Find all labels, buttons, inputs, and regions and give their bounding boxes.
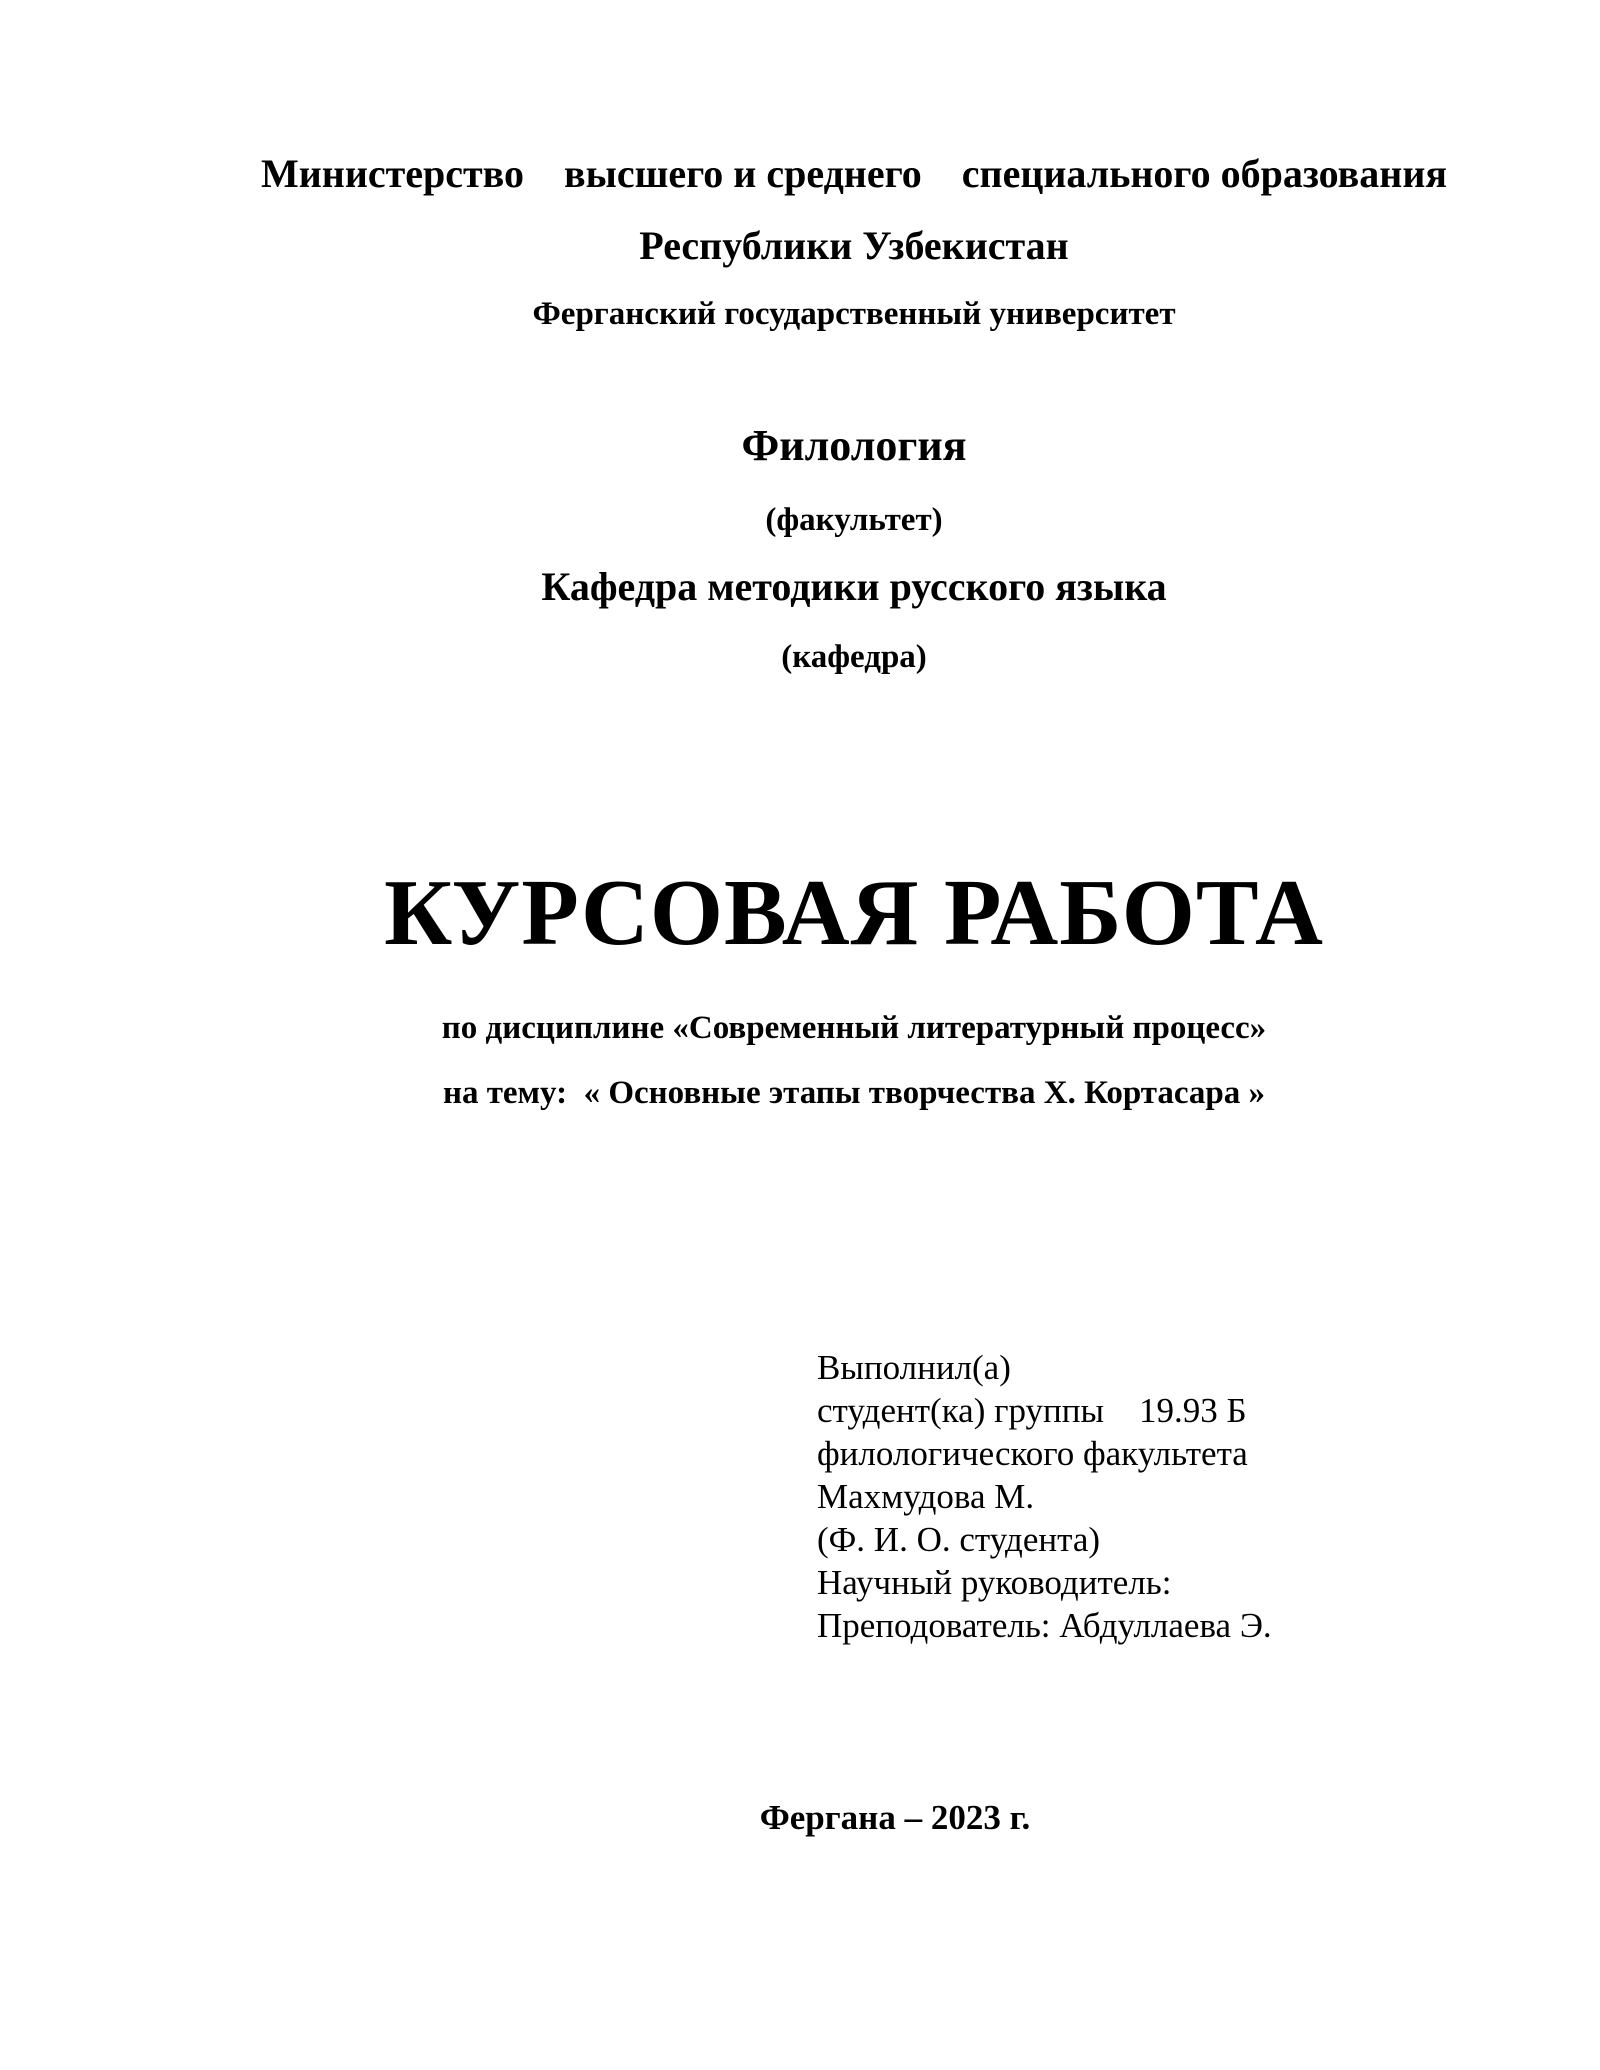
author-block xyxy=(817,1346,1272,1647)
supervisor-label: Научный руководитель: xyxy=(817,1563,1172,1602)
student-faculty: филологического факультета xyxy=(817,1434,1248,1473)
student-name-caption: (Ф. И. О. студента) xyxy=(817,1520,1101,1559)
department-caption: (кафедра) xyxy=(781,639,927,675)
department-name: Кафедра методики русского языка xyxy=(541,564,1167,609)
topic-line: на тему: « Основные этапы творчества Х. Кортасара » xyxy=(442,1075,1266,1111)
discipline-line: по дисциплине «Современный литературный процесс» xyxy=(441,1010,1267,1046)
republic-heading: Республики Узбекистан xyxy=(639,223,1069,268)
document-title: КУРСОВАЯ РАБОТА xyxy=(384,861,1324,965)
student-name: Махмудова М. xyxy=(817,1477,1035,1516)
city-year: Фергана – 2023 г. xyxy=(759,1798,1031,1837)
university-heading: Ферганский государственный университет xyxy=(532,296,1176,332)
ministry-heading: Министерство высшего и среднего специального образования xyxy=(260,151,1447,196)
student-group: студент(ка) группы 19.93 Б xyxy=(817,1391,1247,1430)
completed-by-label: Выполнил(а) xyxy=(817,1348,1011,1387)
faculty-name: Филология xyxy=(741,421,967,470)
faculty-caption: (факультет) xyxy=(765,502,943,538)
teacher-line: Преподователь: Абдуллаева Э. xyxy=(817,1606,1272,1645)
